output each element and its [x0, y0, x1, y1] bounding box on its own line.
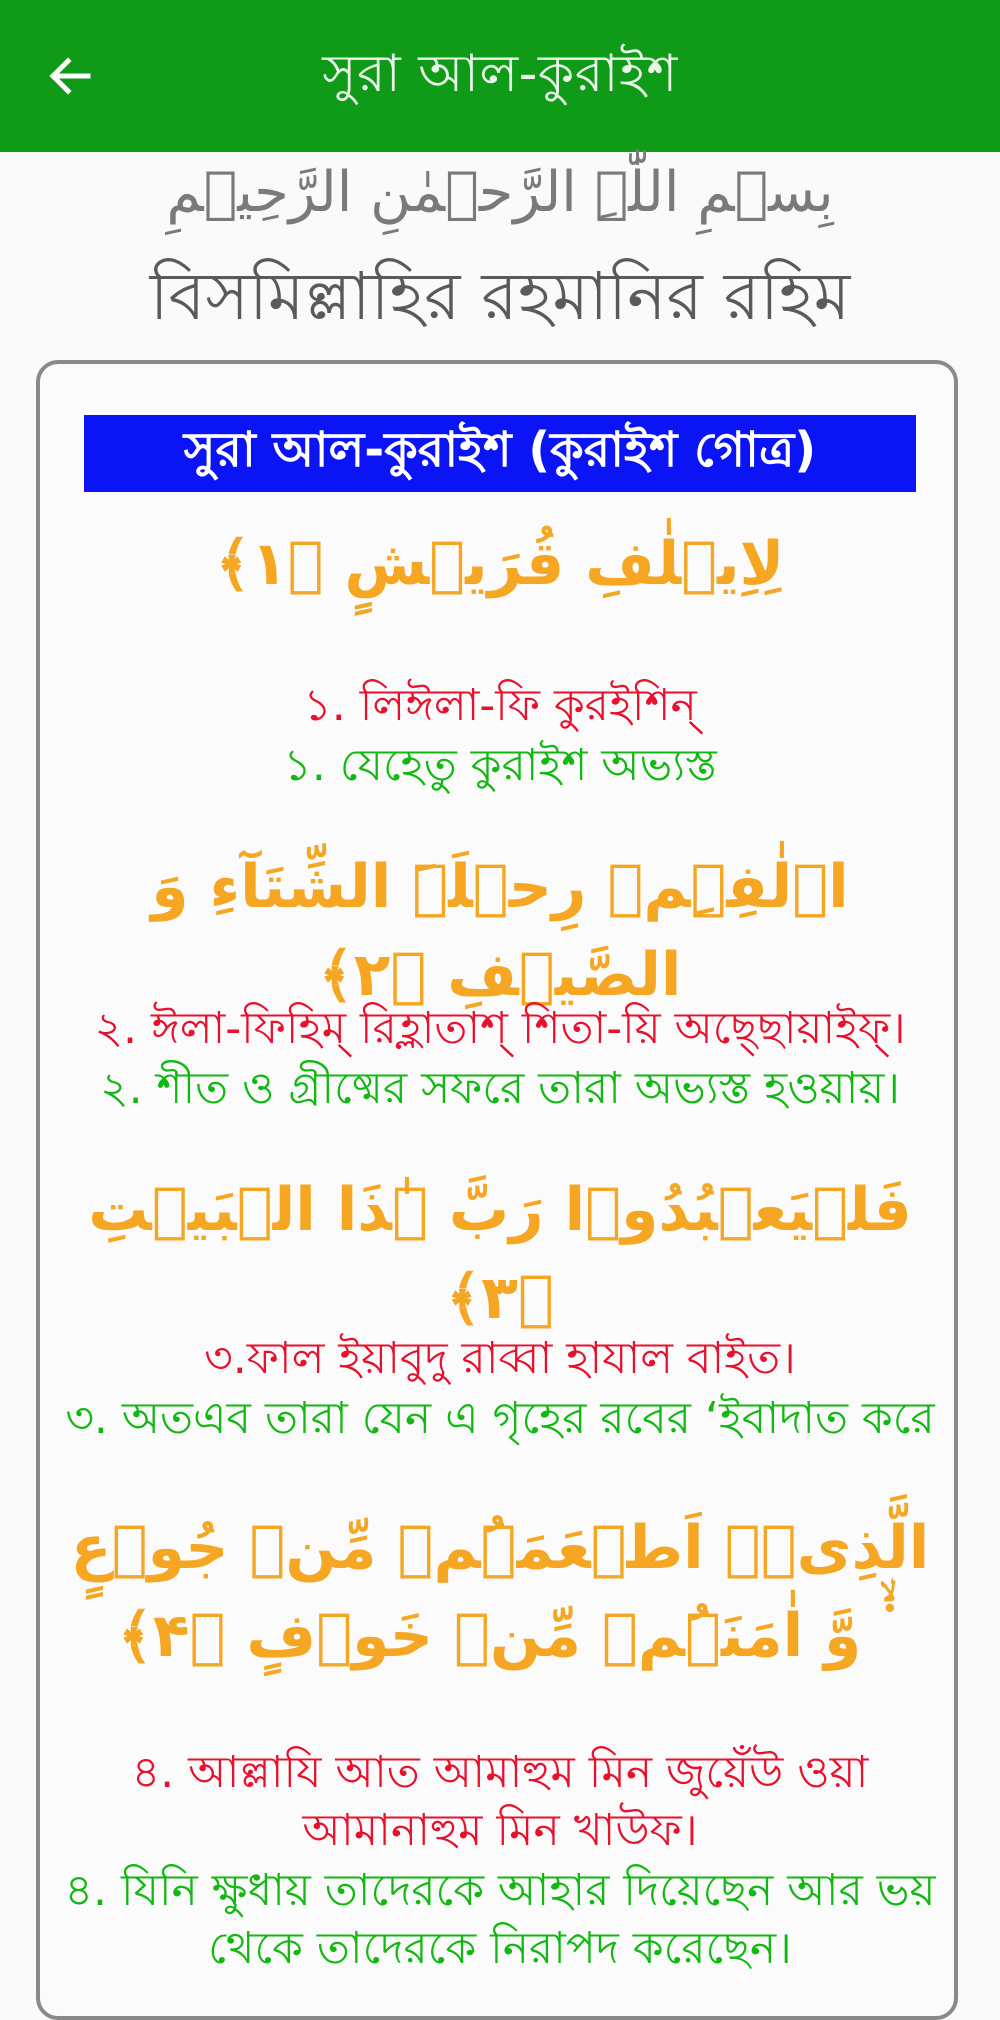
page-title: সুরা আল-কুরাইশ	[322, 43, 678, 104]
ayah-1-meaning: ১. যেহেতু কুরাইশ অভ্যস্ত	[283, 740, 717, 791]
back-button[interactable]	[40, 46, 100, 106]
ayah-4-arabic: الَّذِیۡۤ اَطۡعَمَہُمۡ مِّنۡ جُوۡعٍ ۬ۙ وَّ اٰمَنَہُمۡ مِّنۡ خَوۡفٍ ﴿۴﴾	[70, 1513, 930, 1671]
surah-title-banner: সুরা আল-কুরাইশ (কুরাইশ গোত্র)	[84, 415, 916, 492]
ayah-2-transliteration: ২. ঈলা-ফিহিম্ রিহ্লাতাশ্ শিতা-য়ি অছ্ছোয়াইফ্।	[94, 1003, 906, 1054]
ayah-1-transliteration: ১. লিঈলা-ফি কুরইশিন্	[303, 680, 697, 731]
bismillah-arabic: بِسۡمِ اللّٰہِ الرَّحۡمٰنِ الرَّحِیۡمِ	[166, 160, 834, 225]
ayah-3-arabic: فَلۡیَعۡبُدُوۡا رَبَّ ہٰذَا الۡبَیۡتِ ﴿۳﴾	[88, 1175, 912, 1333]
ayah-2-arabic: اٖلٰفِہِمۡ رِحۡلَۃَ الشِّتَآءِ وَ الصَّیۡفِ ﴿۲﴾	[151, 852, 849, 1010]
ayah-4-meaning: ৪. যিনি ক্ষুধায় তাদেরকে আহার দিয়েছেন আর ভয় থেকে তাদেরকে নিরাপদ করেছেন।	[64, 1865, 936, 1974]
bismillah-bangla: বিসমিল্লাহির রহমানির রহিম	[149, 258, 851, 335]
ayah-2-meaning: ২. শীত ও গ্রীষ্মের সফরে তারা অভ্যস্ত হওয়ায়।	[99, 1063, 901, 1114]
ayah-3-meaning: ৩. অতএব তারা যেন এ গৃহের রবের ‘ইবাদাত করে	[65, 1393, 935, 1444]
app-bar	[0, 0, 1000, 152]
arrow-back-icon	[48, 54, 92, 98]
ayah-1-arabic: لِاِیۡلٰفِ قُرَیۡشٍ ﴿۱﴾	[215, 529, 785, 599]
ayah-3-transliteration: ৩.ফাল ইয়াবুদু রাব্বা হাযাল বাইত।	[204, 1333, 796, 1384]
ayah-4-transliteration: ৪. আল্লাযি আত আমাহুম মিন জুয়েঁউ ওয়া আমানাহুম মিন খাউফ।	[131, 1747, 869, 1856]
